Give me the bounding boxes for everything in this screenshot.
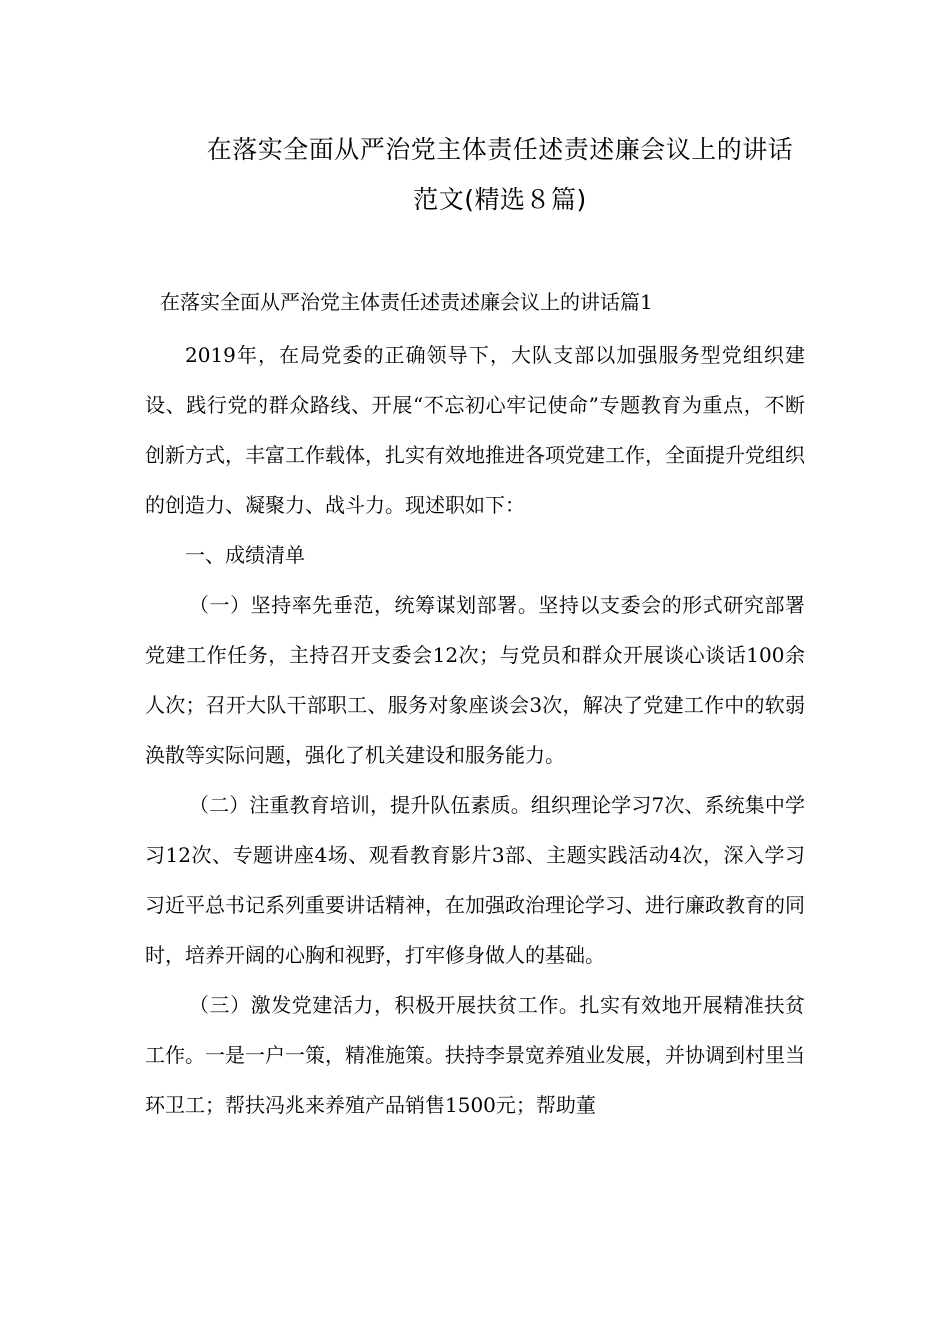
document-title-line-1: 在落实全面从严治党主体责任述责述廉会议上的讲话 — [206, 135, 794, 164]
body-text — [145, 330, 805, 1130]
document-title-line-2: 范文(精选８篇) — [413, 185, 587, 214]
paragraph-heading-achievements: 一、成绩清单 — [185, 543, 305, 567]
paragraph-item-2: （二）注重教育培训，提升队伍素质。组织理论学习7次、系统集中学习12次、专题讲座4场、观看教育影片3部、主题实践活动4次，深入学习习近平总书记系列重要讲话精神，在加强政治理论学习、进行廉政教育的同时，培养开阔的心胸和视野，打牢修身做人的基础。 — [145, 793, 805, 967]
paragraph-item-1: （一）坚持率先垂范，统筹谋划部署。坚持以支委会的形式研究部署党建工作任务，主持召开支委会12次；与党员和群众开展谈心谈话100余人次；召开大队干部职工、服务对象座谈会3次，解决了党建工作中的软弱涣散等实际问题，强化了机关建设和服务能力。 — [145, 593, 805, 767]
paragraph-item-3: （三）激发党建活力，积极开展扶贫工作。扎实有效地开展精准扶贫工作。一是一户一策，精准施策。扶持李景宽养殖业发展，并协调到村里当环卫工；帮扶冯兆来养殖产品销售1500元；帮助董 — [145, 993, 805, 1117]
paragraph-intro: 2019年，在局党委的正确领导下，大队支部以加强服务型党组织建设、践行党的群众路线、开展“不忘初心牢记使命”专题教育为重点，不断创新方式，丰富工作载体，扎实有效地推进各项党建工作，全面提升党组织的创造力、凝聚力、战斗力。现述职如下： — [145, 343, 805, 517]
section-heading: 在落实全面从严治党主体责任述责述廉会议上的讲话篇1 — [160, 290, 653, 314]
